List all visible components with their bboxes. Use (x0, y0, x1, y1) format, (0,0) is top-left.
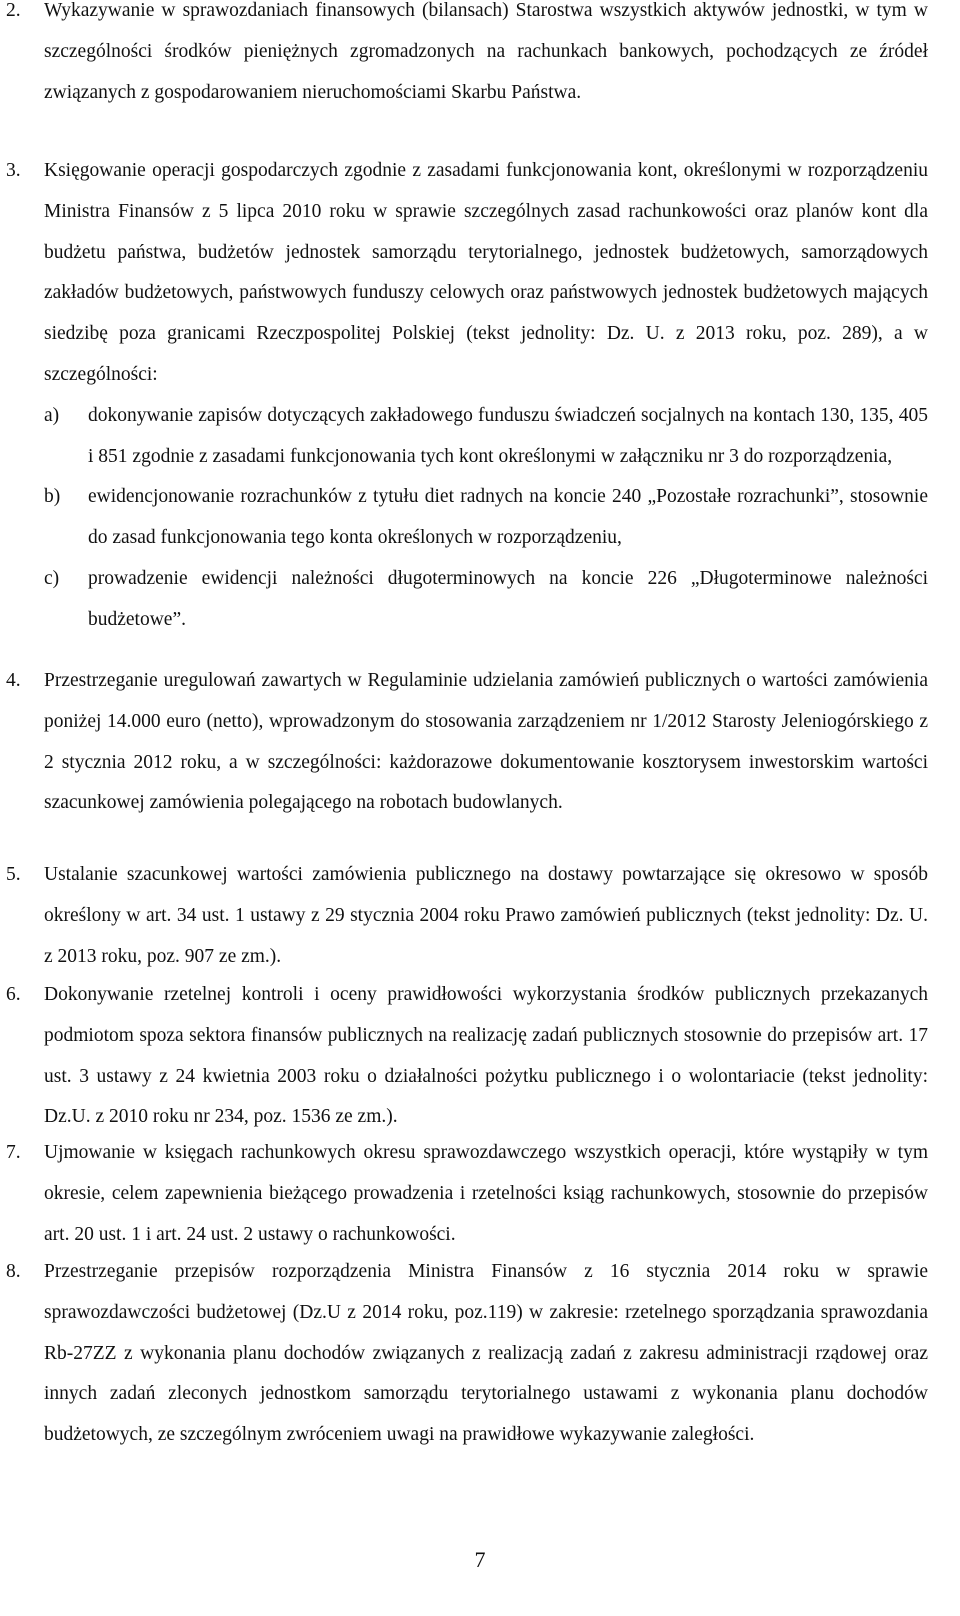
item-number: 5. (6, 864, 21, 885)
sub-item-label: a) (44, 404, 60, 426)
item-text: Wykazywanie w sprawozdaniach finansowych (bilansach) Starostwa wszystkich aktywów jednostki, w tym w szczególności środków pieniężnych zgromadzonych na rachunkach bankowych, pochodzących ze źródeł związanych z gospodarowaniem nieruchomościami Skarbu Państwa. (44, 0, 928, 103)
list-item-6 (6, 975, 928, 1138)
sub-item-c (44, 559, 928, 641)
item-number: 8. (6, 1261, 21, 1282)
item-number: 2. (6, 0, 21, 21)
item-text: Ustalanie szacunkowej wartości zamówienia publicznego na dostawy powtarzające się okresowo w sposób określony w art. 34 ust. 1 ustawy z 29 stycznia 2004 roku Prawo zamówień publicznych (tekst jednolity: Dz. U. z 2013 roku, poz. 907 ze zm.). (44, 864, 928, 967)
list-item-5 (6, 855, 928, 977)
item-text: Przestrzeganie uregulowań zawartych w Regulaminie udzielania zamówień publicznych o wartości zamówienia poniżej 14.000 euro (netto), wprowadzonym do stosowania zarządzeniem nr 1/2012 Starosty Jeleniogórskiego z 2 stycznia 2012 roku, a w szczególności: każdorazowe dokumentowanie kosztorysem inwestorskim wartości szacunkowej zamówienia polegającego na robotach budowlanych. (44, 670, 928, 814)
page-number: 7 (474, 1547, 486, 1572)
sub-item-text: prowadzenie ewidencji należności długoterminowych na koncie 226 „Długoterminowe należności budżetowe”. (88, 567, 928, 630)
sub-item-b (44, 477, 928, 559)
item-number: 3. (6, 160, 21, 181)
sub-item-text: ewidencjonowanie rozrachunków z tytułu diet radnych na koncie 240 „Pozostałe rozrachunki”, stosownie do zasad funkcjonowania tego konta określonych w rozporządzeniu, (88, 486, 928, 549)
list-item-2 (6, 0, 928, 113)
item-number: 4. (6, 670, 21, 691)
sub-item-a (44, 396, 928, 478)
item-text: Przestrzeganie przepisów rozporządzenia Ministra Finansów z 16 stycznia 2014 roku w sprawie sprawozdawczości budżetowej (Dz.U z 2014 roku, poz.119) w zakresie: rzetelnego sporządzania sprawozdania Rb-27ZZ z wykonania planu dochodów związanych z realizacją zadań z zakresu administracji rządowej oraz innych zadań zleconych jednostkom samorządu terytorialnego ustawami z wykonania planu dochodów budżetowych, ze szczególnym zwróceniem uwagi na prawidłowe wykazywanie zaległości. (44, 1261, 928, 1446)
list-item-3 (6, 151, 928, 641)
list-item-4 (6, 661, 928, 824)
item-text: Ujmowanie w księgach rachunkowych okresu sprawozdawczego wszystkich operacji, które wystąpiły w tym okresie, celem zapewnienia bieżącego prowadzenia i rzetelności ksiąg rachunkowych, stosownie do przepisów art. 20 ust. 1 i art. 24 ust. 2 ustawy o rachunkowości. (44, 1142, 928, 1245)
sub-item-text: dokonywanie zapisów dotyczących zakładowego funduszu świadczeń socjalnych na kontach 130, 135, 405 i 851 zgodnie z zasadami funkcjonowania tych kont określonymi w załączniku nr 3 do rozporządzenia, (88, 404, 928, 467)
sub-item-label: b) (44, 486, 61, 508)
sub-list (44, 396, 928, 641)
list-item-7 (6, 1133, 928, 1255)
sub-item-label: c) (44, 567, 60, 589)
item-number: 6. (6, 984, 21, 1005)
item-text: Księgowanie operacji gospodarczych zgodnie z zasadami funkcjonowania kont, określonymi w rozporządzeniu Ministra Finansów z 5 lipca 2010 roku w sprawie szczególnych zasad rachunkowości oraz planów kont dla budżetu państwa, budżetów jednostek samorządu terytorialnego, jednostek budżetowych, samorządowych zakładów budżetowych, państwowych funduszy celowych oraz państwowych jednostek budżetowych mających siedzibę poza granicami Rzeczpospolitej Polskiej (tekst jednolity: Dz. U. z 2013 roku, poz. 289), a w szczególności: (44, 160, 928, 385)
item-number: 7. (6, 1142, 21, 1163)
list-item-8 (6, 1252, 928, 1456)
item-text: Dokonywanie rzetelnej kontroli i oceny prawidłowości wykorzystania środków publicznych przekazanych podmiotom spoza sektora finansów publicznych na realizację zadań publicznych stosownie do przepisów art. 17 ust. 3 ustawy z 24 kwietnia 2003 roku o działalności pożytku publicznego i o wolontariacie (tekst jednolity: Dz.U. z 2010 roku nr 234, poz. 1536 ze zm.). (44, 984, 928, 1128)
